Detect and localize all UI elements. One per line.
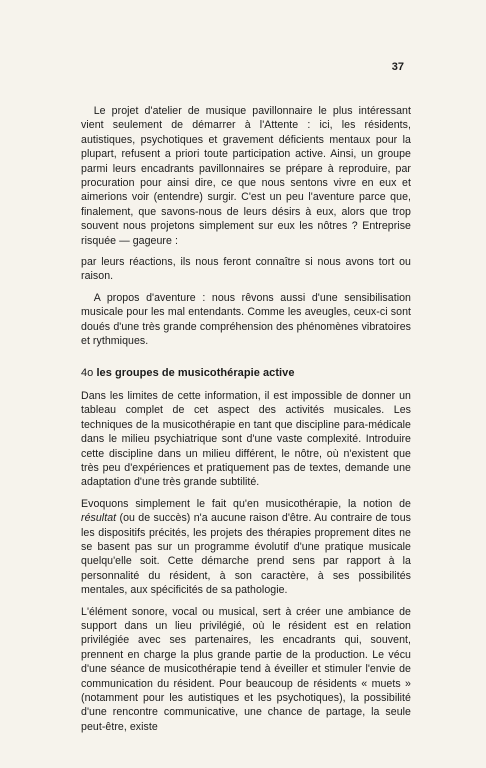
section-title: les groupes de musicothérapie active (96, 366, 295, 379)
paragraph-element-sonore: L'élément sonore, vocal ou musical, sert à créer une ambiance de support dans un lieu privilégié, où le résident est en relation privilégiée avec ses partenaires, les encadrants qui, souvent, prennent en charge la plus grande partie de la production. Le vécu d'une séance de musicothérapie tend à éveiller et stimuler l'envie de communication du résident. Pour beaucoup de résidents « muets » (notamment pour les autistiques et les psychotiques), la possibilité d'une rencontre communicative, une chance de partage, la seule peut-être, existe (81, 605, 411, 733)
emphasis-resultat: résultat (81, 512, 117, 525)
page-number: 37 (391, 61, 404, 73)
paragraph-reactions: par leurs réactions, ils nous feront connaître si nous avons tort ou raison. (81, 256, 411, 283)
section-heading (81, 366, 411, 380)
paragraph-atelier-pavillonnaire: Le projet d'atelier de musique pavillonnaire le plus intéressant vient seulement de démarrer à l'Attente : ici, les résidents, autistiques, psychotiques et gravement déficients mentaux pour la plupart, refusent a priori toute participation active. Ainsi, un groupe parmi leurs encadrants pavillonnaires se prépare à reproduire, par procuration pour ainsi dire, ce que nous sentons vivre en eux et aimerions voir (entendre) surgir. C'est un peu l'aventure parce que, finalement, que savons-nous de leurs désirs à eux, alors que trop souvent nous projetons simplement sur eux les nôtres ? Entreprise risquée — gageure : (81, 105, 411, 247)
paragraph-resultat-part-2: (ou de succès) n'a aucune raison d'être. Au contraire de tous les dispositifs précités, les projets des thérapies proprement dites ne se basent pas sur un programme évolutif d'une pratique musicale quelqu'elle soit. Cette démarche prend sens par rapport à la personnalité du résident, à son caractère, à ses possibilités mentales, aux spécificités de sa pathologie. (81, 512, 411, 597)
paragraph-aventure: A propos d'aventure : nous rêvons aussi d'une sensibilisation musicale pour les mal entendants. Comme les aveugles, ceux-ci sont doués d'une très grande compréhension des phénomènes vibratoires et rythmiques. (81, 291, 411, 348)
paragraph-resultat (81, 497, 411, 598)
section-number: 4o (81, 366, 94, 379)
body-text (81, 104, 411, 734)
paragraph-resultat-part-1: Evoquons simplement le fait qu'en musicothérapie, la notion de (81, 497, 411, 510)
paragraph-limites: Dans les limites de cette information, il est impossible de donner un tableau complet de cet aspect des activités musicales. Les techniques de la musicothérapie en tant que discipline para-médicale dans le milieu psychiatrique sont d'une vaste complexité. Introduire cette discipline dans un milieu différent, le nôtre, où n'existent que très peu d'expériences et pratiquement pas de textes, demande une adaptation d'une très grande subtilité. (81, 389, 411, 489)
